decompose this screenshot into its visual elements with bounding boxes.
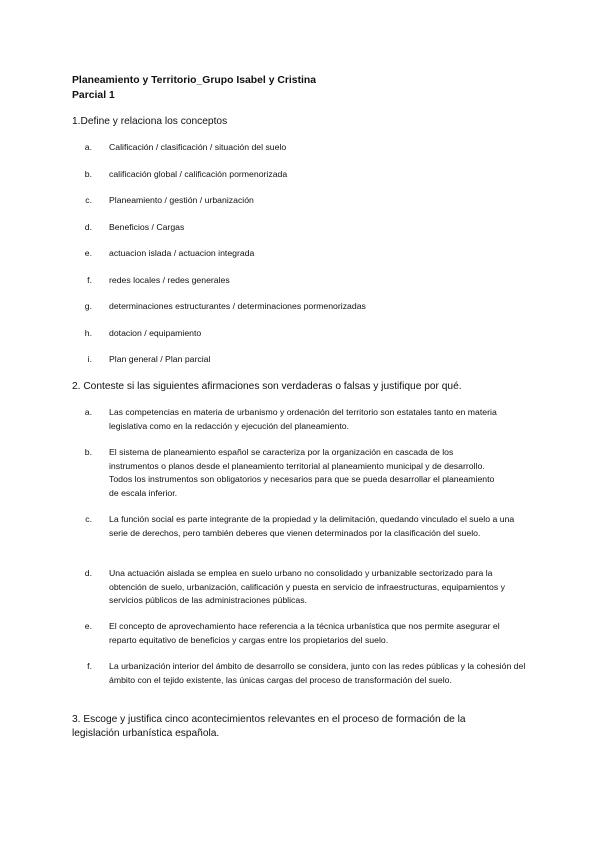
- list-item-text: Beneficios / Cargas: [109, 222, 185, 232]
- document-title: Planeamiento y Territorio_Grupo Isabel y Cristina: [72, 75, 317, 86]
- list-marker: a.: [84, 142, 92, 152]
- list-item-text: actuacion islada / actuacion integrada: [109, 248, 255, 258]
- list-marker: h.: [84, 328, 92, 338]
- list-item-text: El sistema de planeamiento español se caracteriza por la organización en cascada de los instrumentos o planos desde el planeamiento territorial al planeamiento municipal y de desarrollo. Todos los instrumentos son obligatorios y necesarios para que se pueda desarrollar el planeamiento de escala inferior.: [109, 447, 495, 498]
- list-marker: a.: [84, 407, 92, 417]
- list-item-text: Planeamiento / gestión / urbanización: [109, 195, 254, 205]
- list-marker: b.: [84, 447, 92, 457]
- list-marker: e.: [84, 621, 92, 631]
- list-marker: b.: [84, 169, 92, 179]
- list-marker: d.: [84, 222, 92, 232]
- list-item-text: Una actuación aislada se emplea en suelo urbano no consolidado y urbanizable sectorizado para la obtención de suelo, urbanización, calificación y puesta en servicio de infraestructuras, equipamientos y servicios públicos de las administraciones públicas.: [109, 568, 505, 606]
- document-header: [72, 73, 316, 103]
- list-marker: i.: [87, 354, 92, 364]
- list-marker: e.: [84, 248, 92, 258]
- list-item-text: El concepto de aprovechamiento hace referencia a la técnica urbanística que nos permite asegurar el reparto equitativo de beneficios y cargas entre los propietarios del suelo.: [109, 621, 500, 645]
- list-item-text: determinaciones estructurantes / determinaciones pormenorizadas: [109, 301, 366, 311]
- document-subtitle: Parcial 1: [72, 90, 115, 101]
- list-item-text: Las competencias en materia de urbanismo y ordenación del territorio son estatales tanto en materia legislativa como en la redacción y ejecución del planeamiento.: [109, 407, 497, 431]
- list-marker: f.: [87, 275, 92, 285]
- list-item-text: dotacion / equipamiento: [109, 328, 202, 338]
- question-3-prompt: 3. Escoge y justifica cinco acontecimientos relevantes en el proceso de formación de la legislación urbanística española.: [72, 714, 466, 739]
- list-item-text: redes locales / redes generales: [109, 275, 230, 285]
- question-2-prompt: 2. Conteste si las siguientes afirmaciones son verdaderas o falsas y justifique por qué.: [72, 381, 462, 392]
- question-1-prompt: 1.Define y relaciona los conceptos: [72, 116, 228, 127]
- list-item-text: Calificación / clasificación / situación del suelo: [109, 142, 287, 152]
- list-marker: f.: [87, 661, 92, 671]
- list-item-text: calificación global / calificación pormenorizada: [109, 169, 288, 179]
- list-marker: d.: [84, 568, 92, 578]
- list-marker: c.: [85, 195, 92, 205]
- list-marker: g.: [84, 301, 92, 311]
- list-marker: c.: [85, 514, 92, 524]
- list-item-text: La función social es parte integrante de la propiedad y la delimitación, quedando vinculado el suelo a una serie de derechos, pero también deberes que vienen determinados por la clasificación del suelo.: [109, 514, 515, 538]
- list-item-text: La urbanización interior del ámbito de desarrollo se considera, junto con las redes públicas y la cohesión del ámbito con el tejido existente, las únicas cargas del proceso de transformación del suelo.: [109, 661, 526, 685]
- list-item-text: Plan general / Plan parcial: [109, 354, 211, 364]
